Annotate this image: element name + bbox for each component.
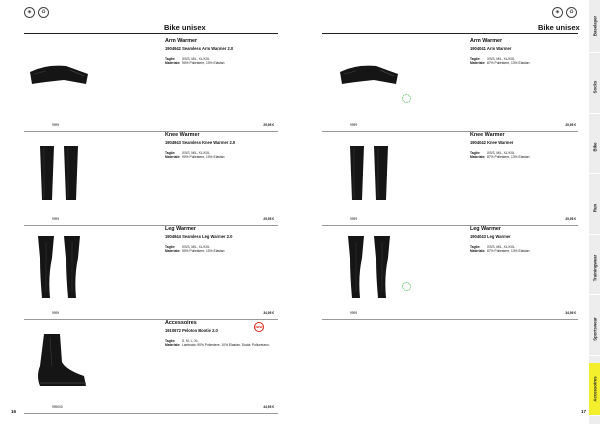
category-side-tabs xyxy=(589,0,600,424)
product-specs xyxy=(165,339,270,348)
product-price: 29,95 € xyxy=(263,123,274,127)
sizes-value: XS/S, M/L, XL/XXL xyxy=(487,245,515,249)
material-value: Laminato: 90% Poliestere, 10% Elastan. Suola: Poliuretano. xyxy=(182,343,270,348)
product-entry xyxy=(322,226,578,320)
product-category: Knee Warmer xyxy=(470,132,505,138)
recycle-icon: ♻ xyxy=(566,7,577,18)
product-sku: 9999 xyxy=(350,123,358,127)
product-sku: 9999 xyxy=(52,311,60,315)
sizes-value: XS/S, M/L, XL/XXL xyxy=(182,57,210,61)
product-entry xyxy=(322,132,578,226)
side-tab-label: Baselayer xyxy=(592,15,597,37)
product-divider xyxy=(24,413,278,414)
sizes-label: Taglie: xyxy=(165,151,176,155)
product-specs xyxy=(470,245,530,254)
material-value: 87% Poliestere, 13% Elastan xyxy=(487,61,530,66)
product-name: 1904942 Seamless Arm Warmer 2.0 xyxy=(165,46,234,51)
product-name: 1904042 Knee Warmer xyxy=(470,140,514,145)
product-name: 1904043 Leg Warmer xyxy=(470,234,511,239)
product-image xyxy=(26,326,94,396)
product-sku: 999000 xyxy=(52,405,63,409)
product-category: Arm Warmer xyxy=(165,38,198,44)
product-name: 1904943 Seamless Knee Warmer 2.0 xyxy=(165,140,236,145)
product-sku: 9999 xyxy=(350,311,358,315)
page-number: 16 xyxy=(11,409,17,414)
product-category: Knee Warmer xyxy=(165,132,200,138)
new-badge: NEW xyxy=(254,322,264,332)
side-tab-baselayer[interactable] xyxy=(589,0,600,53)
product-price: 29,95 € xyxy=(565,217,576,221)
sizes-value: XS/S, M/L, XL/XXL xyxy=(182,245,210,249)
material-label: Materiale: xyxy=(165,343,181,348)
sizes-value: XS/S, M/L, XL/XXL xyxy=(487,151,515,155)
product-sku: 9999 xyxy=(350,217,358,221)
sizes-label: Taglie: xyxy=(470,151,481,155)
side-tab-socks[interactable] xyxy=(589,61,600,114)
sizes-value: XS/S, M/L, XL/XXL xyxy=(487,57,515,61)
product-image xyxy=(26,44,94,114)
product-price: 44,95 € xyxy=(263,405,274,409)
product-specs xyxy=(165,245,225,254)
material-label: Materiale: xyxy=(165,249,181,254)
page-icons xyxy=(552,7,577,18)
section-title: Bike unisex xyxy=(538,23,580,32)
product-sku: 9999 xyxy=(52,217,60,221)
product-price: 29,95 € xyxy=(565,123,576,127)
section-title: Bike unisex xyxy=(164,23,206,32)
recycle-icon: ♻ xyxy=(38,7,49,18)
product-price: 34,95 € xyxy=(565,311,576,315)
catalog-page-right xyxy=(300,0,600,424)
product-name: 1904944 Seamless Leg Warmer 2.0 xyxy=(165,234,233,239)
page-number: 17 xyxy=(581,409,587,414)
product-category: Leg Warmer xyxy=(165,226,196,232)
product-name: 1910672 Peloton Bootie 2.0 xyxy=(165,328,218,333)
leaf-icon: ◈ xyxy=(552,7,563,18)
material-label: Materiale: xyxy=(470,155,486,160)
material-label: Materiale: xyxy=(470,249,486,254)
page-icons xyxy=(24,7,49,18)
product-category: Arm Warmer xyxy=(470,38,503,44)
sizes-label: Taglie: xyxy=(470,57,481,61)
material-value: 90% Poliestere, 10% Elastan xyxy=(182,155,225,160)
sizes-label: Taglie: xyxy=(165,245,176,249)
product-image xyxy=(26,138,94,208)
sizes-value: S, M, L, XL xyxy=(182,339,199,343)
side-tab-bike[interactable] xyxy=(589,121,600,174)
product-price: 29,95 € xyxy=(263,217,274,221)
product-sku: 9999 xyxy=(52,123,60,127)
product-specs xyxy=(165,57,225,66)
section-divider xyxy=(322,33,578,34)
material-value: 87% Poliestere, 13% Elastan xyxy=(487,249,530,254)
product-price: 34,95 € xyxy=(263,311,274,315)
eco-mark-icon xyxy=(402,94,411,103)
side-tab-label: Trainingwear xyxy=(592,254,597,282)
side-tab-accessoires[interactable] xyxy=(589,363,600,416)
sizes-label: Taglie: xyxy=(165,339,176,343)
product-specs xyxy=(470,57,530,66)
material-value: 90% Poliestere, 10% Elastan xyxy=(182,61,225,66)
material-label: Materiale: xyxy=(470,61,486,66)
product-image xyxy=(336,138,404,208)
side-tab-run[interactable] xyxy=(589,182,600,235)
material-value: 90% Poliestere, 10% Elastan xyxy=(182,249,225,254)
product-image xyxy=(26,232,94,302)
product-image xyxy=(336,44,404,114)
product-image xyxy=(336,232,404,302)
product-category: Accessoires xyxy=(165,320,197,326)
leaf-icon: ◈ xyxy=(24,7,35,18)
side-tab-sportswear[interactable] xyxy=(589,303,600,356)
product-entry xyxy=(24,132,278,226)
section-divider xyxy=(24,33,278,34)
side-tab-label: Bike xyxy=(592,142,597,152)
side-tab-label: Sportswear xyxy=(592,316,597,341)
product-entry xyxy=(24,226,278,320)
product-divider xyxy=(322,319,578,320)
eco-mark-icon xyxy=(402,282,411,291)
side-tab-label: Socks xyxy=(592,80,597,93)
product-specs xyxy=(165,151,225,160)
sizes-label: Taglie: xyxy=(470,245,481,249)
product-specs xyxy=(470,151,530,160)
material-label: Materiale: xyxy=(165,155,181,160)
sizes-value: XS/S, M/L, XL/XXL xyxy=(182,151,210,155)
side-tab-label: Accessoires xyxy=(592,376,597,402)
product-entry xyxy=(322,38,578,132)
side-tab-trainingwear[interactable] xyxy=(589,242,600,295)
sizes-label: Taglie: xyxy=(165,57,176,61)
material-value: 87% Poliestere, 13% Elastan xyxy=(487,155,530,160)
product-category: Leg Warmer xyxy=(470,226,501,232)
product-entry xyxy=(24,320,278,414)
side-tab-label: Run xyxy=(592,203,597,212)
product-entry xyxy=(24,38,278,132)
material-label: Materiale: xyxy=(165,61,181,66)
product-name: 1904041 Arm Warmer xyxy=(470,46,512,51)
